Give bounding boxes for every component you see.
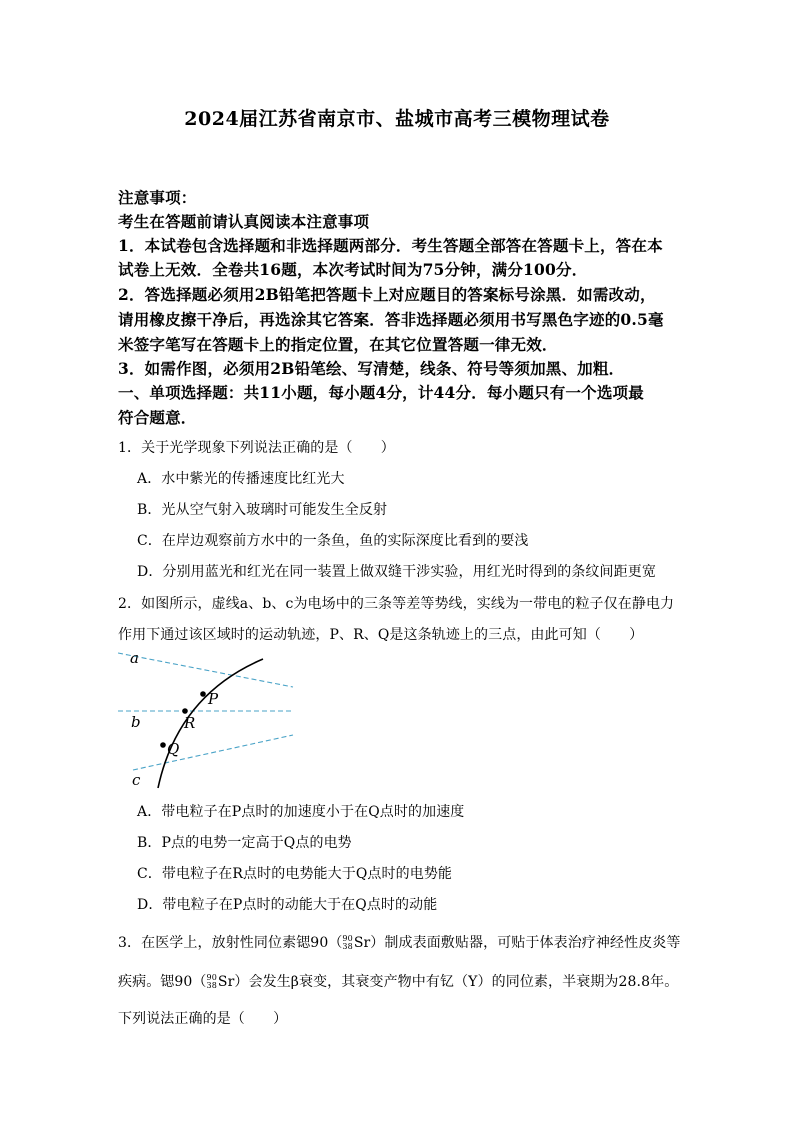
label-b: b (131, 713, 141, 731)
isotope-mass-2: 90 (206, 973, 217, 982)
equipotential-line-a (118, 653, 293, 687)
isotope-notation-1 (342, 935, 352, 951)
point-r-marker (182, 708, 188, 714)
q1-option-a: A．水中紫光的传播速度比红光大 (137, 471, 345, 487)
q3-stem-line-3: 下列说法正确的是（ ） (118, 1011, 288, 1027)
q3-stem-line-2 (118, 971, 678, 991)
q2-option-a: A．带电粒子在P点时的加速度小于在Q点时的加速度 (137, 804, 465, 820)
equipotential-diagram (118, 645, 298, 790)
q3-stem-part-1: 3．在医学上，放射性同位素锶90（ (118, 935, 343, 951)
q2-option-c: C．带电粒子在R点时的电势能大于Q点时的电势能 (137, 866, 453, 882)
q3-stem-line-1 (118, 932, 681, 952)
label-r: R (184, 714, 196, 732)
q3-stem-part-3: 疾病。锶90（ (118, 974, 207, 990)
notice-line-6: 3．如需作图，必须用2B铅笔绘、写清楚，线条、符号等须加黑、加粗． (118, 359, 625, 378)
page-title: 2024届江苏省南京市、盐城市高考三模物理试卷 (184, 108, 610, 130)
label-c: c (132, 771, 141, 789)
q3-stem-part-2: Sr）制成表面敷贴器，可贴于体表治疗神经性皮炎等 (353, 935, 681, 951)
point-q-marker (160, 742, 166, 748)
label-q: Q (167, 740, 180, 758)
isotope-mass-1: 90 (342, 934, 353, 943)
notice-line-2: 试卷上无效．全卷共16题，本次考试时间为75分钟，满分100分． (118, 260, 588, 279)
notice-subheading: 考生在答题前请认真阅读本注意事项 (118, 212, 370, 231)
label-p: P (208, 690, 219, 708)
q1-option-b: B．光从空气射入玻璃时可能发生全反射 (137, 502, 388, 518)
section-heading-line-2: 符合题意． (118, 408, 197, 427)
q2-option-d: D．带电粒子在P点时的动能大于在Q点时的动能 (137, 897, 438, 913)
q2-stem-line-2: 作用下通过该区域时的运动轨迹，P、R、Q是这条轨迹上的三点，由此可知（ ） (118, 627, 644, 643)
isotope-symbol-2: Sr (217, 974, 235, 990)
notice-line-5: 米签字笔写在答题卡上的指定位置，在其它位置答题一律无效． (118, 335, 558, 354)
equipotential-line-c (133, 735, 293, 770)
notice-heading: 注意事项： (118, 188, 197, 207)
notice-line-3: 2．答选择题必须用2B铅笔把答题卡上对应题目的答案标号涂黑．如需改动， (118, 285, 656, 304)
section-heading-line-1: 一、单项选择题：共11小题，每小题4分，计44分．每小题只有一个选项最 (118, 383, 644, 402)
point-p-marker (200, 691, 206, 697)
isotope-number-2: 38 (206, 981, 217, 990)
q1-option-c: C．在岸边观察前方水中的一条鱼，鱼的实际深度比看到的要浅 (137, 533, 529, 549)
notice-line-4: 请用橡皮擦干净后，再选涂其它答案．答非选择题必须用书写黑色字迹的0.5毫 (118, 310, 664, 329)
q2-option-b: B．P点的电势一定高于Q点的电势 (137, 835, 352, 851)
notice-line-1: 1．本试卷包含选择题和非选择题两部分．考生答题全部答在答题卡上，答在本 (118, 236, 663, 255)
q3-stem-part-4: ）会发生β衰变，其衰变产物中有钇（Y）的同位素，半衰期为28.8年。 (234, 974, 679, 990)
isotope-number-1: 38 (342, 942, 353, 951)
label-a: a (130, 649, 139, 667)
q1-stem: 1．关于光学现象下列说法正确的是（ ） (118, 440, 395, 456)
isotope-notation-2 (207, 974, 217, 990)
q2-stem-line-1: 2．如图所示，虚线a、b、c为电场中的三条等差等势线，实线为一带电的粒子仅在静电力 (118, 596, 675, 612)
q1-option-d: D．分别用蓝光和红光在同一装置上做双缝干涉实验，用红光时得到的条纹间距更宽 (137, 564, 656, 580)
